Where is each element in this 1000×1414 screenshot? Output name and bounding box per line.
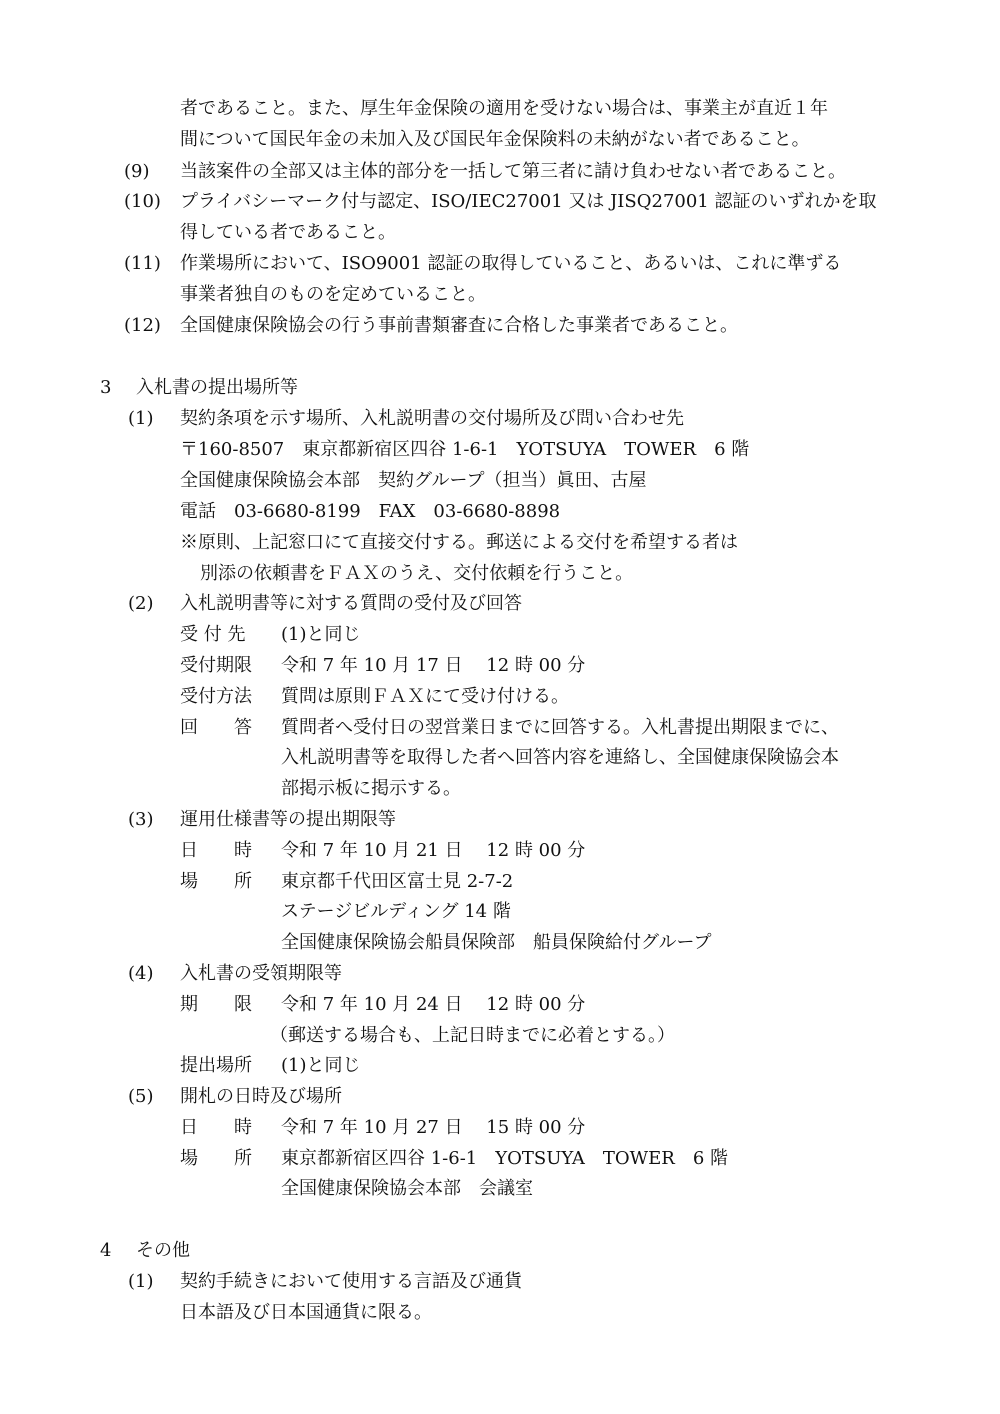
field-value: 部掲示板に掲示する。	[281, 778, 461, 799]
contact-phone: 電話 03-6680-8199 FAX 03-6680-8898	[180, 501, 561, 522]
item-title: 入札書の受領期限等	[180, 963, 342, 984]
item-number: (2)	[128, 593, 154, 614]
field-label: 日 時	[180, 840, 252, 861]
field-value: ステージビルディング 14 階	[281, 901, 511, 922]
note-line: ※原則、上記窓口にて直接交付する。郵送による交付を希望する者は	[180, 532, 738, 553]
paragraph-line: 者であること。また、厚生年金保険の適用を受けない場合は、事業主が直近１年	[180, 98, 828, 119]
item-title: 入札説明書等に対する質問の受付及び回答	[180, 593, 522, 614]
field-label: 受付方法	[180, 686, 252, 707]
field-label: 受 付 先	[180, 624, 246, 645]
section-heading: 入札書の提出場所等	[136, 377, 298, 398]
field-label: 受付期限	[180, 655, 252, 676]
field-value: (1)と同じ	[281, 1055, 361, 1076]
item-number: (3)	[128, 809, 154, 830]
field-label: 回 答	[180, 717, 252, 738]
section-heading: その他	[136, 1240, 190, 1261]
section-number: 3	[100, 377, 112, 398]
field-value: 令和 7 年 10 月 24 日 12 時 00 分	[281, 994, 586, 1015]
item-text: 事業者独自のものを定めていること。	[180, 284, 486, 305]
item-number: (1)	[128, 408, 154, 429]
field-label: 提出場所	[180, 1055, 252, 1076]
item-number: (10)	[124, 191, 161, 212]
field-value: (1)と同じ	[281, 624, 361, 645]
item-number: (4)	[128, 963, 154, 984]
paragraph-line: 間について国民年金の未加入及び国民年金保険料の未納がない者であること。	[180, 129, 810, 150]
note-line: 別添の依頼書をＦＡＸのうえ、交付依頼を行うこと。	[200, 563, 634, 584]
section-number: 4	[100, 1240, 112, 1261]
item-number: (9)	[124, 161, 150, 182]
field-label: 場 所	[180, 1148, 252, 1169]
field-value: 全国健康保険協会船員保険部 船員保険給付グループ	[281, 932, 712, 953]
field-value: 全国健康保険協会本部 会議室	[281, 1178, 533, 1199]
item-text: 全国健康保険協会の行う事前書類審査に合格した事業者であること。	[180, 315, 738, 336]
item-number: (12)	[124, 315, 161, 336]
field-value: 令和 7 年 10 月 21 日 12 時 00 分	[281, 840, 586, 861]
item-title: 開札の日時及び場所	[180, 1086, 342, 1107]
item-title: 契約手続きにおいて使用する言語及び通貨	[180, 1271, 522, 1292]
address-line: 〒160-8507 東京都新宿区四谷 1-6-1 YOTSUYA TOWER 6 階	[180, 439, 750, 460]
item-number: (11)	[124, 253, 161, 274]
field-label: 期 限	[180, 994, 252, 1015]
field-label: 日 時	[180, 1117, 252, 1138]
item-text: 当該案件の全部又は主体的部分を一括して第三者に請け負わせない者であること。	[180, 161, 846, 182]
field-note: （郵送する場合も、上記日時までに必着とする。）	[270, 1025, 675, 1046]
field-label: 場 所	[180, 871, 252, 892]
item-title: 運用仕様書等の提出期限等	[180, 809, 396, 830]
contact-org: 全国健康保険協会本部 契約グループ（担当）眞田、古屋	[180, 470, 647, 491]
item-text: 作業場所において、ISO9001 認証の取得していること、あるいは、これに準ずる	[180, 253, 842, 274]
item-title: 契約条項を示す場所、入札説明書の交付場所及び問い合わせ先	[180, 408, 684, 429]
item-text: 日本語及び日本国通貨に限る。	[180, 1302, 432, 1323]
item-number: (1)	[128, 1271, 154, 1292]
item-text: プライバシーマーク付与認定、ISO/IEC27001 又は JISQ27001 認証のいずれかを取	[180, 191, 877, 212]
field-value: 東京都新宿区四谷 1-6-1 YOTSUYA TOWER 6 階	[281, 1148, 729, 1169]
field-value: 質問者へ受付日の翌営業日までに回答する。入札書提出期限までに、	[281, 717, 839, 738]
field-value: 東京都千代田区富士見 2-7-2	[281, 871, 514, 892]
field-value: 令和 7 年 10 月 17 日 12 時 00 分	[281, 655, 586, 676]
item-number: (5)	[128, 1086, 154, 1107]
field-value: 令和 7 年 10 月 27 日 15 時 00 分	[281, 1117, 586, 1138]
field-value: 質問は原則ＦＡＸにて受け付ける。	[281, 686, 569, 707]
item-text: 得している者であること。	[180, 222, 396, 243]
field-value: 入札説明書等を取得した者へ回答内容を連絡し、全国健康保険協会本	[281, 747, 839, 768]
